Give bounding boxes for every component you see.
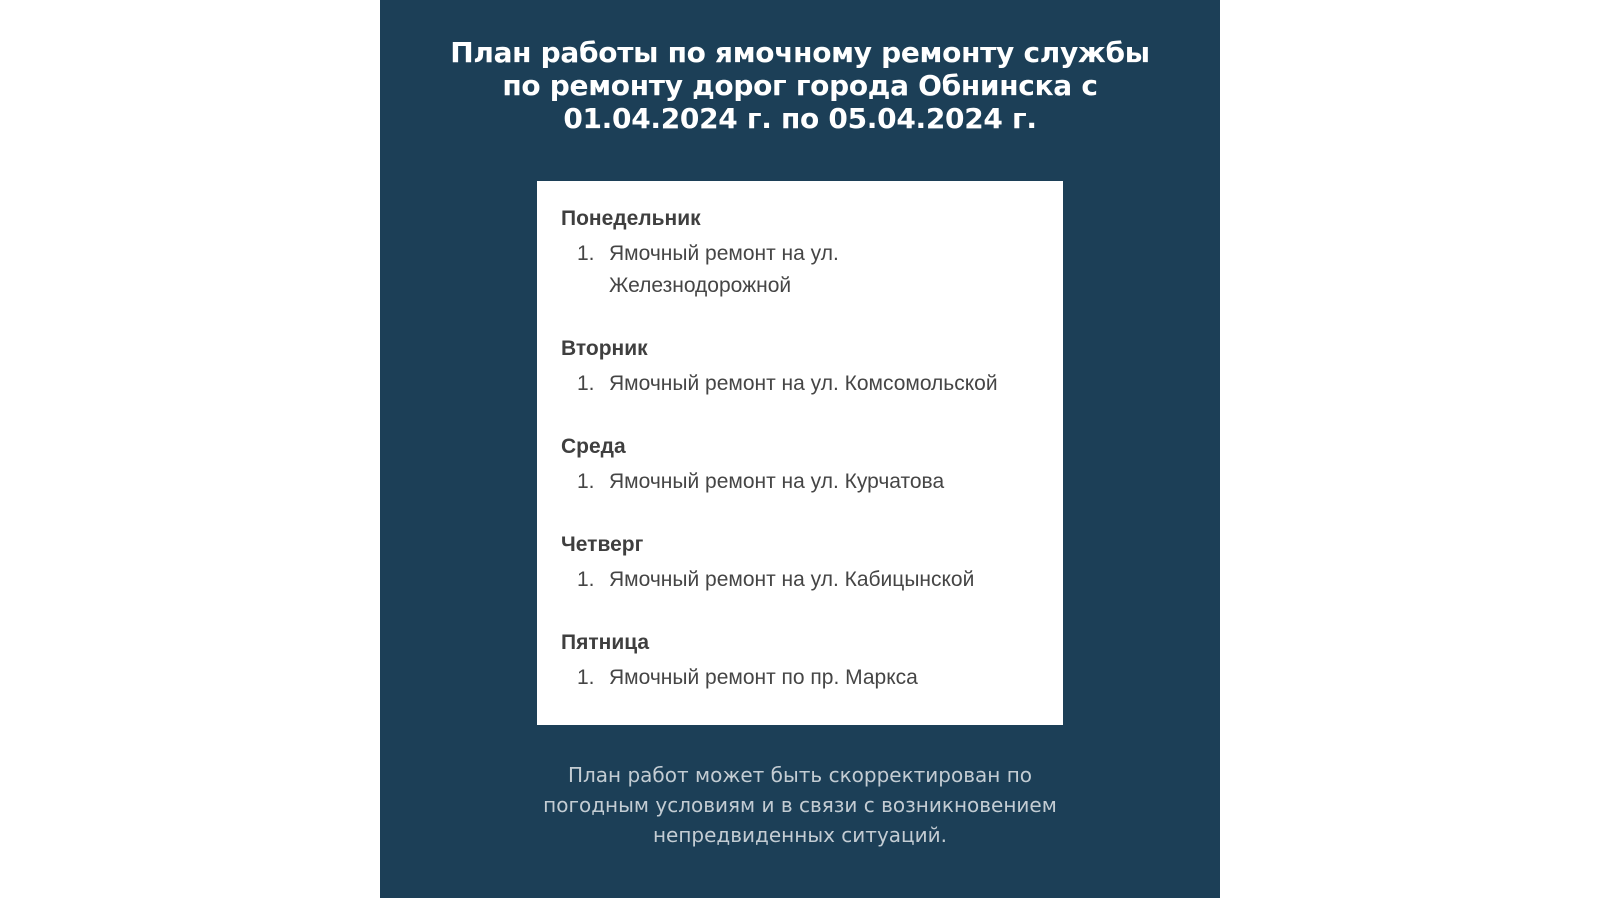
title-line: по ремонту дорог города Обнинска с bbox=[502, 69, 1098, 102]
item-text: Ямочный ремонт на ул. Кабицынской bbox=[609, 568, 975, 591]
item-text: Ямочный ремонт на ул. Железнодорожной bbox=[609, 242, 839, 297]
day-name: Среда bbox=[561, 435, 626, 458]
disclaimer-note bbox=[380, 760, 1220, 850]
item-number: 1. bbox=[577, 242, 595, 265]
day-name: Вторник bbox=[561, 337, 648, 360]
title-line: 01.04.2024 г. по 05.04.2024 г. bbox=[563, 102, 1037, 135]
item-text: Ямочный ремонт по пр. Маркса bbox=[609, 666, 918, 689]
day-name: Пятница bbox=[561, 631, 650, 654]
list-item bbox=[561, 238, 1063, 302]
item-number: 1. bbox=[577, 372, 595, 395]
poster bbox=[380, 0, 1220, 898]
day-wednesday bbox=[561, 434, 1063, 498]
page-title bbox=[380, 36, 1220, 135]
list-item bbox=[561, 466, 1063, 498]
day-thursday bbox=[561, 532, 1063, 596]
item-number: 1. bbox=[577, 470, 595, 493]
day-monday bbox=[561, 206, 1063, 302]
title-line: План работы по ямочному ремонту службы bbox=[450, 36, 1150, 69]
item-text: Ямочный ремонт на ул. Курчатова bbox=[609, 470, 945, 493]
note-line: погодным условиям и в связи с возникновением bbox=[543, 793, 1057, 817]
list-item bbox=[561, 564, 1063, 596]
item-number: 1. bbox=[577, 666, 595, 689]
note-line: План работ может быть скорректирован по bbox=[567, 763, 1033, 787]
note-line: непредвиденных ситуаций. bbox=[652, 823, 948, 847]
day-name: Понедельник bbox=[561, 207, 701, 230]
list-item bbox=[561, 368, 1063, 400]
day-friday bbox=[561, 630, 1063, 694]
item-text: Ямочный ремонт на ул. Комсомольской bbox=[609, 372, 998, 395]
list-item bbox=[561, 662, 1063, 694]
day-tuesday bbox=[561, 336, 1063, 400]
schedule-card bbox=[537, 181, 1063, 725]
item-number: 1. bbox=[577, 568, 595, 591]
day-name: Четверг bbox=[561, 533, 644, 556]
